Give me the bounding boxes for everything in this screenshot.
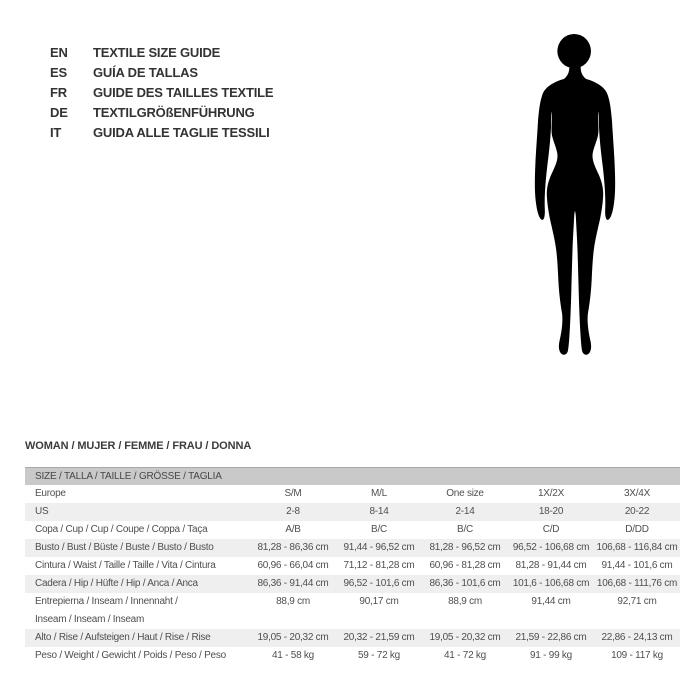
language-row [50,43,273,63]
row-label-line: Cadera / Hip / Hüfte / Hip / Anca / Anca [35,578,198,589]
row-label-line: Europe [35,488,66,499]
language-code: IT [50,125,62,140]
size-value: 1X/2X [538,488,564,499]
size-value: 71,12 - 81,28 cm [343,560,415,571]
language-label: GUÍA DE TALLAS [93,65,198,80]
row-label [25,575,250,593]
language-row [50,123,273,143]
size-value: 91,44 - 101,6 cm [601,560,673,571]
size-table-row [25,521,680,539]
row-label [25,485,250,503]
language-label: GUIDE DES TAILLES TEXTILE [93,85,274,100]
row-label [25,593,250,629]
size-value: D/DD [625,524,649,535]
size-value: 60,96 - 81,28 cm [429,560,501,571]
row-label [25,503,250,521]
row-label [25,539,250,557]
size-value: 19,05 - 20,32 cm [257,632,329,643]
size-table-row [25,593,680,629]
size-value: 92,71 cm [617,596,657,607]
size-value: One size [446,488,484,499]
language-code: FR [50,85,67,100]
size-value: 88,9 cm [276,596,310,607]
size-value: 59 - 72 kg [358,650,400,661]
language-label: TEXTILGRÖßENFÜHRUNG [93,105,255,120]
size-value: B/C [457,524,473,535]
size-table-row [25,575,680,593]
size-value: 41 - 72 kg [444,650,486,661]
size-value: 19,05 - 20,32 cm [429,632,501,643]
size-value: 20-22 [624,506,650,517]
row-label-line: Peso / Weight / Gewicht / Poids / Peso / Peso [35,650,226,661]
size-value: 2-8 [286,506,300,517]
size-value: 2-14 [455,506,475,517]
size-value: S/M [284,488,302,499]
woman-silhouette-icon [533,34,617,360]
size-table-row [25,503,680,521]
row-label [25,521,250,539]
language-code: ES [50,65,67,80]
row-label-line: Alto / Rise / Aufsteigen / Haut / Rise / Rise [35,632,211,643]
size-value: 86,36 - 91,44 cm [257,578,329,589]
language-label: GUIDA ALLE TAGLIE TESSILI [93,125,270,140]
size-guide-section [25,440,680,665]
row-label [25,647,250,665]
size-value: 88,9 cm [448,596,482,607]
size-table-row [25,557,680,575]
size-table-row [25,647,680,665]
language-code: DE [50,105,68,120]
size-value: 81,28 - 86,36 cm [257,542,329,553]
size-value: 86,36 - 101,6 cm [429,578,501,589]
row-label-line: Cintura / Waist / Taille / Taille / Vita / Cintura [35,560,216,571]
size-value: 41 - 58 kg [272,650,314,661]
size-value: 3X/4X [624,488,650,499]
language-code: EN [50,45,68,60]
row-label-line: US [35,506,49,517]
language-row [50,83,273,103]
language-label: TEXTILE SIZE GUIDE [93,45,221,60]
row-label [25,629,250,647]
size-value: C/D [542,524,560,535]
size-value: 106,68 - 111,76 cm [596,578,678,589]
size-table-row [25,485,680,503]
size-value: 21,59 - 22,86 cm [515,632,587,643]
table-header: SIZE / TALLA / TAILLE / GRÖSSE / TAGLIA [25,467,680,485]
table-title: WOMAN / MUJER / FEMME / FRAU / DONNA [25,440,252,452]
size-value: 81,28 - 96,52 cm [429,542,501,553]
size-value: M/L [371,488,387,499]
row-label [25,557,250,575]
language-list [50,43,273,143]
row-label-line: Inseam / Inseam / Inseam [35,614,145,625]
size-value: B/C [371,524,387,535]
size-value: 96,52 - 106,68 cm [512,542,590,553]
size-value: 8-14 [369,506,389,517]
size-value: A/B [285,524,301,535]
language-row [50,103,273,123]
size-value: 81,28 - 91,44 cm [515,560,587,571]
size-value: 101,6 - 106,68 cm [512,578,590,589]
size-value: 106,68 - 116,84 cm [596,542,678,553]
size-value: 91 - 99 kg [530,650,572,661]
size-value: 91,44 cm [531,596,571,607]
size-table-body [25,485,680,665]
size-value: 20,32 - 21,59 cm [343,632,415,643]
woman-silhouette [533,34,617,360]
size-table-row [25,629,680,647]
size-value: 22,86 - 24,13 cm [601,632,673,643]
size-value: 60,96 - 66,04 cm [257,560,329,571]
size-value: 91,44 - 96,52 cm [343,542,415,553]
size-table-row [25,539,680,557]
language-row [50,63,273,83]
size-value: 18-20 [538,506,564,517]
size-value: 96,52 - 101,6 cm [343,578,415,589]
row-label-line: Copa / Cup / Cup / Coupe / Coppa / Taça [35,524,208,535]
row-label-line: Entrepierna / Inseam / Innennaht / [35,596,178,607]
size-value: 90,17 cm [359,596,399,607]
row-label-line: Busto / Bust / Büste / Buste / Busto / Busto [35,542,214,553]
size-value: 109 - 117 kg [611,650,663,661]
